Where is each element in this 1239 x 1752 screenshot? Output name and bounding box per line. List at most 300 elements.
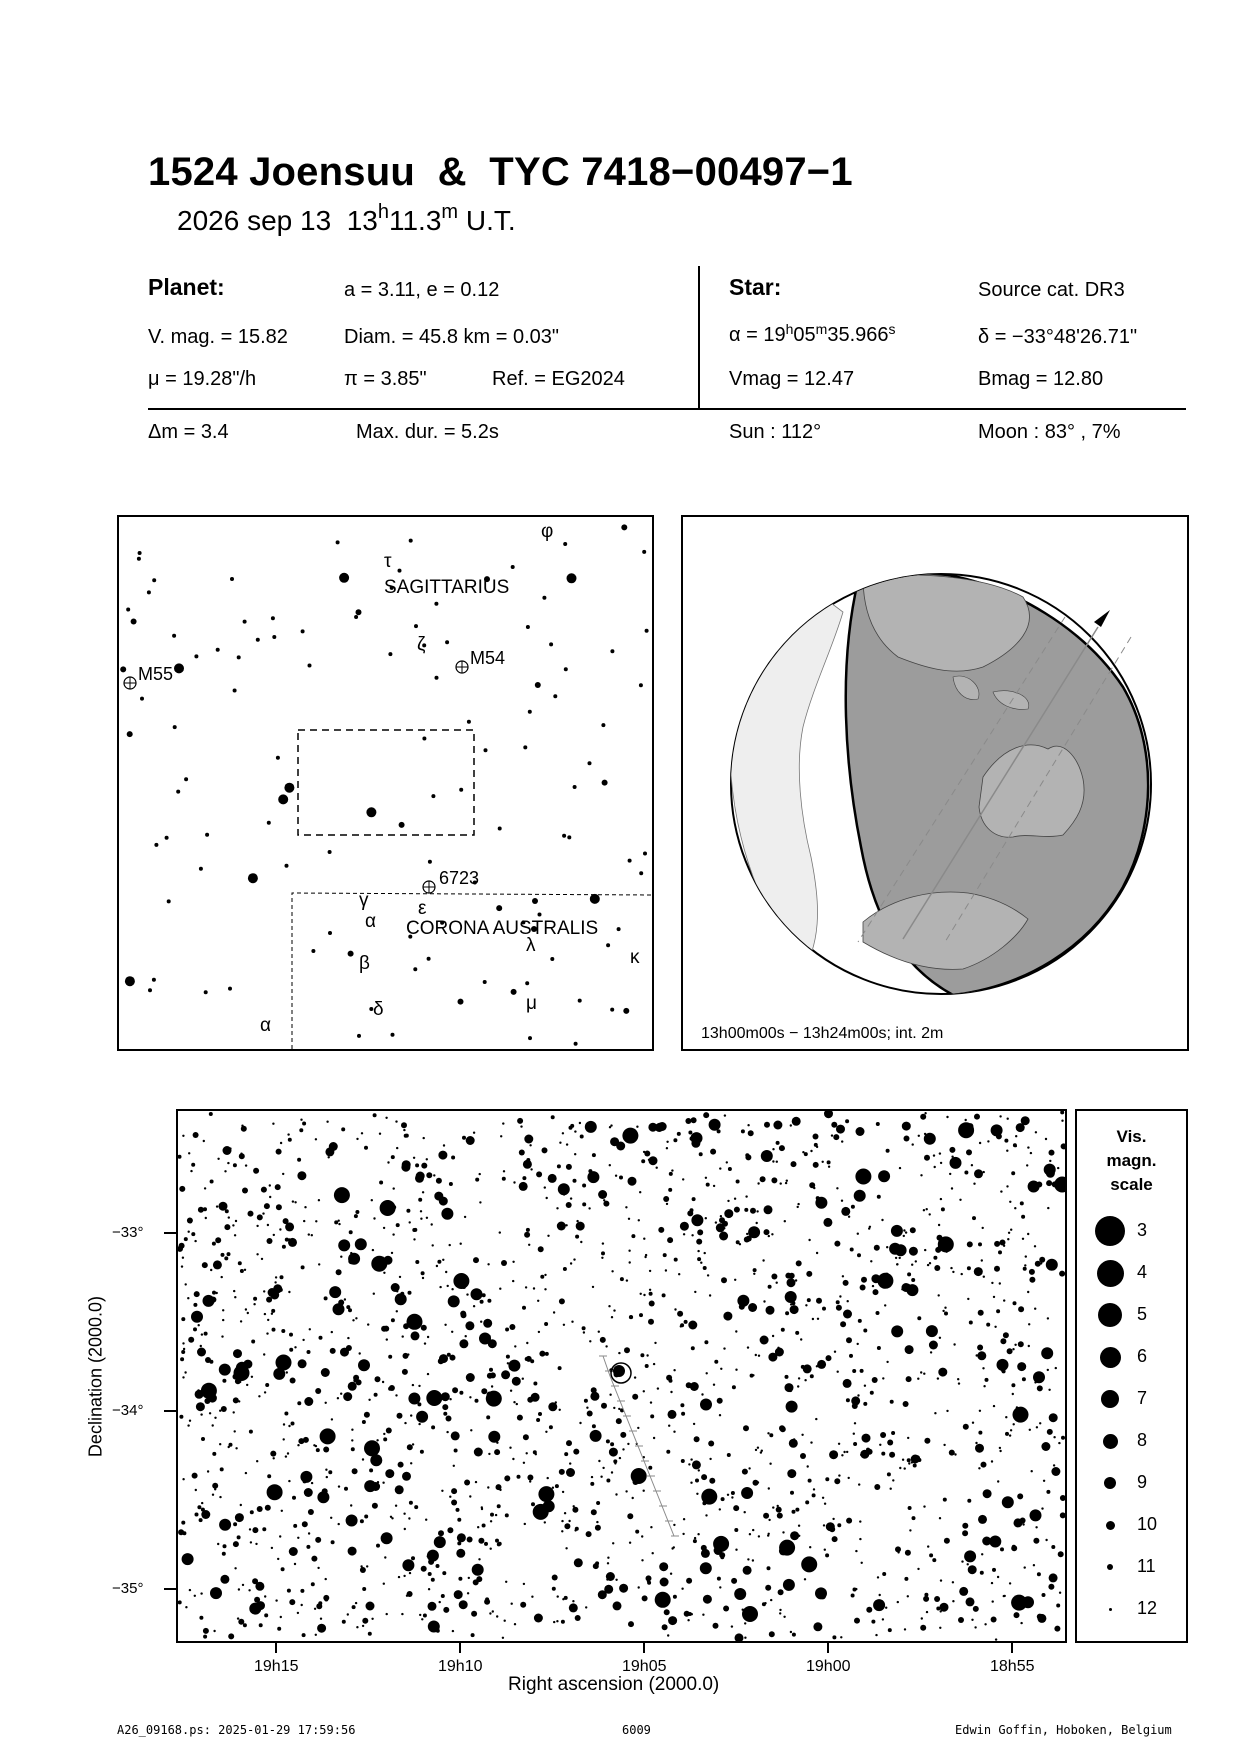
star-source-catalog: Source cat. DR3: [978, 279, 1125, 301]
field-star: [242, 1188, 248, 1194]
finder-star: [388, 652, 392, 656]
field-star: [1030, 1509, 1042, 1521]
field-star: [535, 1453, 537, 1455]
finder-star: [339, 573, 349, 583]
field-star: [851, 1594, 855, 1598]
field-star: [684, 1611, 690, 1617]
field-star: [545, 1431, 547, 1433]
field-star: [879, 1594, 881, 1596]
field-star: [197, 1505, 201, 1509]
event-date: 2026 sep 13: [177, 205, 332, 236]
field-star: [358, 1359, 370, 1371]
field-star: [669, 1415, 671, 1417]
star-label-gamma: γ: [359, 890, 369, 911]
field-star: [548, 1402, 557, 1411]
finder-star: [542, 596, 546, 600]
field-star: [877, 1195, 881, 1199]
field-star: [410, 1414, 412, 1416]
field-star: [602, 1242, 604, 1244]
field-star: [598, 1190, 607, 1199]
finder-star: [147, 590, 151, 594]
field-star: [262, 1212, 264, 1214]
field-star: [331, 1540, 335, 1544]
field-star: [229, 1147, 231, 1149]
field-star: [785, 1585, 791, 1591]
magnitude-legend: [1075, 1109, 1188, 1643]
field-star: [445, 1271, 447, 1273]
field-star: [973, 1183, 975, 1185]
field-star: [850, 1248, 854, 1252]
field-star: [805, 1500, 809, 1504]
field-star: [904, 1136, 910, 1142]
field-star: [834, 1241, 840, 1247]
field-star: [198, 1318, 200, 1320]
field-star: [797, 1206, 799, 1208]
field-star: [279, 1535, 281, 1537]
field-star: [406, 1209, 410, 1213]
field-star: [182, 1135, 184, 1137]
field-star: [800, 1338, 802, 1340]
field-star: [442, 1571, 446, 1575]
field-star: [277, 1627, 281, 1631]
field-star: [505, 1581, 507, 1583]
field-star: [780, 1182, 782, 1184]
field-star: [383, 1583, 385, 1585]
field-star: [421, 1163, 427, 1169]
field-star: [685, 1118, 691, 1124]
field-star: [694, 1291, 696, 1293]
field-star: [907, 1437, 909, 1439]
field-star: [752, 1559, 754, 1561]
field-star: [286, 1371, 288, 1373]
field-star: [270, 1451, 276, 1457]
finder-star: [366, 807, 376, 817]
finder-star: [413, 967, 417, 971]
field-star: [443, 1144, 445, 1146]
field-star: [468, 1577, 470, 1579]
planet-heading: Planet:: [148, 274, 225, 300]
field-star: [977, 1351, 986, 1360]
field-star: [465, 1321, 474, 1330]
field-star: [386, 1428, 392, 1434]
finder-star: [484, 748, 488, 752]
field-star: [618, 1352, 620, 1354]
field-star: [505, 1328, 509, 1332]
field-star: [989, 1536, 1001, 1548]
field-star: [601, 1403, 607, 1409]
field-star: [804, 1578, 806, 1580]
field-star: [934, 1166, 936, 1168]
field-star: [937, 1235, 943, 1241]
field-star: [201, 1502, 203, 1504]
field-star: [743, 1566, 752, 1575]
field-star: [510, 1390, 512, 1392]
field-star: [201, 1383, 217, 1399]
field-star: [757, 1182, 759, 1184]
field-star: [979, 1142, 981, 1144]
field-star: [222, 1552, 226, 1556]
field-star: [330, 1517, 332, 1519]
field-star: [1020, 1622, 1022, 1624]
field-star: [203, 1516, 205, 1518]
field-star: [348, 1258, 354, 1264]
field-star: [933, 1154, 935, 1156]
field-star: [203, 1628, 209, 1634]
field-star: [523, 1434, 529, 1440]
field-star: [497, 1504, 501, 1508]
field-star: [324, 1598, 328, 1602]
field-star: [287, 1589, 291, 1593]
field-star: [212, 1494, 214, 1496]
field-star: [747, 1124, 749, 1126]
field-star: [937, 1377, 939, 1379]
field-star: [846, 1451, 848, 1453]
field-star: [857, 1233, 859, 1235]
field-star: [248, 1211, 254, 1217]
field-star: [409, 1501, 413, 1505]
field-star: [263, 1290, 265, 1292]
field-star: [362, 1458, 364, 1460]
field-star: [641, 1535, 643, 1537]
field-star: [1014, 1612, 1020, 1618]
field-star: [488, 1339, 497, 1348]
field-star: [611, 1316, 613, 1318]
field-star: [638, 1586, 640, 1588]
field-star: [836, 1305, 842, 1311]
field-star: [653, 1437, 655, 1439]
field-star: [436, 1564, 440, 1568]
field-star: [501, 1370, 510, 1379]
field-star: [280, 1275, 284, 1279]
field-star: [705, 1177, 707, 1179]
field-star: [764, 1122, 770, 1128]
field-star: [496, 1484, 502, 1490]
field-star: [402, 1369, 408, 1375]
field-star: [641, 1159, 645, 1163]
field-star: [703, 1266, 707, 1270]
field-star: [836, 1125, 845, 1134]
field-star: [991, 1617, 997, 1623]
field-star: [362, 1625, 364, 1627]
field-star: [233, 1522, 237, 1526]
finder-star: [165, 836, 169, 840]
field-star: [235, 1447, 237, 1449]
field-star: [1022, 1238, 1024, 1240]
xtick-mark-1900: [827, 1643, 829, 1653]
field-star: [734, 1588, 746, 1600]
field-star: [927, 1264, 929, 1266]
field-star: [798, 1525, 800, 1527]
field-star: [622, 1128, 638, 1144]
field-star: [517, 1415, 523, 1421]
magnitude-drop: Δm = 3.4: [148, 421, 229, 443]
field-star: [755, 1449, 757, 1451]
field-star: [590, 1392, 599, 1401]
legend-magnitude-label: 3: [1137, 1220, 1148, 1240]
field-star: [214, 1417, 216, 1419]
star-label-epsilon: ε: [418, 898, 427, 919]
field-star: [816, 1252, 818, 1254]
field-star: [1016, 1406, 1018, 1408]
finder-star: [643, 852, 647, 856]
field-star: [979, 1410, 981, 1412]
finder-star: [199, 867, 203, 871]
field-star: [965, 1119, 967, 1121]
field-star: [191, 1311, 203, 1323]
finder-star: [610, 649, 614, 653]
field-star: [993, 1296, 995, 1298]
field-star: [326, 1121, 328, 1123]
field-star: [959, 1587, 968, 1596]
field-star: [401, 1613, 403, 1615]
field-star: [596, 1521, 598, 1523]
field-star: [1027, 1291, 1029, 1293]
field-star: [978, 1431, 982, 1435]
field-star: [390, 1516, 392, 1518]
field-star: [318, 1263, 320, 1265]
field-star: [636, 1126, 638, 1128]
field-star: [971, 1619, 973, 1621]
field-star: [414, 1505, 418, 1509]
field-star: [836, 1187, 838, 1189]
field-star: [1017, 1493, 1023, 1499]
field-star: [939, 1152, 941, 1154]
field-star: [912, 1143, 914, 1145]
finder-star: [467, 720, 471, 724]
field-star: [926, 1611, 928, 1613]
field-star: [721, 1497, 725, 1501]
field-star: [460, 1311, 466, 1317]
field-star: [281, 1329, 285, 1333]
earth-visibility-map: [681, 515, 1189, 1051]
finder-star: [528, 710, 532, 714]
field-star: [536, 1418, 540, 1422]
field-star: [1045, 1539, 1047, 1541]
field-star: [432, 1244, 434, 1246]
field-star: [619, 1176, 623, 1180]
field-star: [586, 1407, 588, 1409]
field-star: [702, 1501, 706, 1505]
legend-dot: [1109, 1608, 1112, 1611]
field-star: [606, 1578, 608, 1580]
field-star: [719, 1167, 721, 1169]
field-star: [809, 1546, 811, 1548]
field-star: [459, 1391, 463, 1395]
field-star: [387, 1161, 389, 1163]
field-star: [301, 1604, 303, 1606]
moon-elongation: Moon : 83° , 7%: [978, 421, 1121, 443]
field-star: [574, 1130, 576, 1132]
field-star: [981, 1259, 983, 1261]
field-star: [1035, 1526, 1037, 1528]
field-star: [265, 1505, 271, 1511]
field-star: [782, 1148, 784, 1150]
field-star: [300, 1589, 304, 1593]
finder-star: [243, 620, 247, 624]
field-star: [490, 1548, 492, 1550]
field-star: [238, 1588, 240, 1590]
field-star: [308, 1233, 310, 1235]
star-heading: Star:: [729, 274, 782, 300]
field-star: [281, 1510, 283, 1512]
field-star: [546, 1197, 548, 1199]
field-star: [433, 1174, 435, 1176]
field-star: [290, 1378, 296, 1384]
field-star: [374, 1393, 378, 1397]
field-star: [350, 1504, 352, 1506]
field-star: [277, 1558, 279, 1560]
field-star: [480, 1321, 482, 1323]
field-star: [182, 1531, 186, 1535]
field-star: [970, 1602, 972, 1604]
field-star: [240, 1269, 244, 1273]
field-star: [649, 1292, 653, 1296]
field-star: [831, 1134, 833, 1136]
field-star: [459, 1600, 468, 1609]
field-star: [467, 1592, 469, 1594]
field-star: [934, 1412, 936, 1414]
field-star: [776, 1282, 778, 1284]
field-star: [302, 1122, 306, 1126]
field-star: [404, 1134, 408, 1138]
field-star: [748, 1130, 754, 1136]
star-label-mu: μ: [526, 993, 537, 1014]
field-star: [237, 1617, 239, 1619]
field-star: [834, 1351, 836, 1353]
field-star: [797, 1203, 799, 1205]
field-star: [253, 1297, 257, 1301]
field-star: [191, 1232, 195, 1236]
field-star: [1027, 1233, 1029, 1235]
field-star: [661, 1578, 665, 1582]
field-star: [322, 1488, 328, 1494]
field-star: [243, 1360, 252, 1369]
field-star: [595, 1525, 601, 1531]
field-star: [714, 1360, 718, 1364]
finder-star: [126, 608, 130, 612]
field-star: [758, 1355, 760, 1357]
field-star: [315, 1537, 321, 1543]
field-star: [396, 1147, 398, 1149]
ytick-label-35: −35°: [112, 1580, 144, 1597]
finder-star: [140, 697, 144, 701]
field-star: [1005, 1432, 1009, 1436]
field-star: [795, 1331, 799, 1335]
field-star: [520, 1602, 526, 1608]
field-star: [765, 1585, 771, 1591]
field-star: [853, 1442, 857, 1446]
finder-star: [623, 1008, 629, 1014]
field-star: [474, 1448, 483, 1457]
field-star: [361, 1132, 363, 1134]
field-star: [707, 1274, 709, 1276]
field-star: [317, 1624, 326, 1633]
field-star: [385, 1469, 394, 1478]
field-star: [265, 1614, 267, 1616]
field-star: [531, 1502, 535, 1506]
field-star: [668, 1188, 672, 1192]
field-star: [933, 1256, 937, 1260]
field-star: [785, 1291, 797, 1303]
field-star: [360, 1567, 366, 1573]
field-star: [795, 1508, 799, 1512]
finder-star: [131, 619, 137, 625]
field-star: [838, 1474, 840, 1476]
field-star: [958, 1382, 960, 1384]
field-star: [853, 1433, 855, 1435]
field-star: [452, 1387, 458, 1393]
field-star: [229, 1443, 233, 1447]
field-star: [787, 1469, 796, 1478]
field-star: [863, 1329, 867, 1333]
target-star: [613, 1365, 625, 1377]
field-star: [553, 1311, 555, 1313]
field-star: [921, 1617, 923, 1619]
field-star: [347, 1337, 349, 1339]
field-star: [446, 1431, 448, 1433]
field-star: [760, 1336, 769, 1345]
field-star: [938, 1368, 947, 1377]
field-star: [926, 1208, 928, 1210]
field-star: [178, 1155, 182, 1159]
field-star: [245, 1164, 247, 1166]
field-star: [1031, 1470, 1033, 1472]
field-star: [771, 1274, 777, 1280]
field-star: [288, 1425, 290, 1427]
field-star: [184, 1371, 186, 1373]
field-star: [338, 1300, 344, 1306]
field-star: [758, 1535, 760, 1537]
field-star: [999, 1282, 1001, 1284]
field-star: [587, 1171, 599, 1183]
xtick-label-1915: 19h15: [254, 1658, 299, 1675]
field-star: [709, 1458, 711, 1460]
field-star: [235, 1220, 237, 1222]
field-star: [926, 1325, 938, 1337]
field-star: [285, 1455, 287, 1457]
field-star: [843, 1280, 849, 1286]
field-star: [924, 1249, 926, 1251]
field-star: [923, 1596, 929, 1602]
field-star: [845, 1119, 849, 1123]
field-star: [533, 1287, 535, 1289]
field-star: [212, 1452, 216, 1456]
sun-elongation: Sun : 112°: [729, 421, 822, 443]
field-star: [348, 1382, 357, 1391]
field-star: [681, 1588, 683, 1590]
legend-magnitude-label: 8: [1137, 1430, 1148, 1450]
field-star: [731, 1625, 733, 1627]
field-star: [952, 1600, 954, 1602]
field-star: [221, 1276, 223, 1278]
field-star: [771, 1233, 773, 1235]
field-star: [386, 1338, 388, 1340]
field-star: [451, 1156, 455, 1160]
finder-star: [348, 951, 354, 957]
field-star: [557, 1164, 561, 1168]
field-star: [1017, 1362, 1026, 1371]
field-star: [892, 1479, 894, 1481]
field-star: [573, 1505, 575, 1507]
field-star: [205, 1357, 211, 1363]
field-star: [615, 1175, 617, 1177]
field-star: [562, 1491, 564, 1493]
field-star: [822, 1497, 824, 1499]
field-star: [723, 1347, 725, 1349]
field-star: [420, 1218, 422, 1220]
field-star: [488, 1453, 490, 1455]
field-star: [287, 1133, 289, 1135]
